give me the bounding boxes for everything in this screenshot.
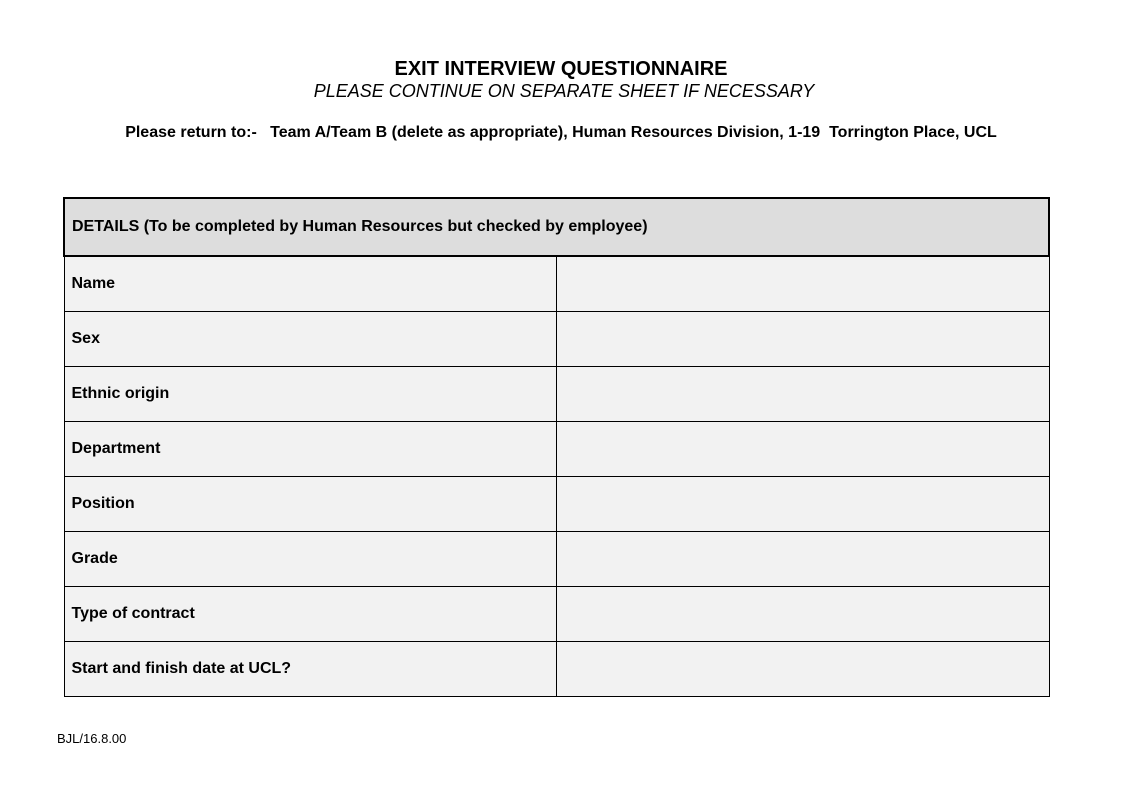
- table-row: [64, 421, 1049, 476]
- start-finish-date-field[interactable]: [557, 641, 1050, 696]
- details-header: DETAILS (To be completed by Human Resources but checked by employee): [64, 198, 1049, 256]
- department-label: Department: [64, 421, 557, 476]
- name-label: Name: [64, 256, 557, 311]
- table-row: [64, 586, 1049, 641]
- sex-label: Sex: [64, 311, 557, 366]
- table-row: [64, 311, 1049, 366]
- department-field[interactable]: [557, 421, 1050, 476]
- sex-field[interactable]: [557, 311, 1050, 366]
- document-reference: BJL/16.8.00: [57, 731, 127, 746]
- contract-type-label: Type of contract: [64, 586, 557, 641]
- document-title: EXIT INTERVIEW QUESTIONNAIRE: [394, 58, 728, 80]
- details-table: [63, 197, 1050, 697]
- contract-type-field[interactable]: [557, 586, 1050, 641]
- document-subtitle: PLEASE CONTINUE ON SEPARATE SHEET IF NECESSARY: [313, 81, 815, 101]
- position-field[interactable]: [557, 476, 1050, 531]
- table-row: [64, 366, 1049, 421]
- grade-label: Grade: [64, 531, 557, 586]
- ethnic-origin-label: Ethnic origin: [64, 366, 557, 421]
- table-row: [64, 531, 1049, 586]
- table-row: [64, 641, 1049, 696]
- grade-field[interactable]: [557, 531, 1050, 586]
- return-address: Please return to:- Team A/Team B (delete as appropriate), Human Resources Division, 1-19 Torrington Place, UCL: [125, 124, 997, 141]
- position-label: Position: [64, 476, 557, 531]
- name-field[interactable]: [557, 256, 1050, 311]
- start-finish-date-label: Start and finish date at UCL?: [64, 641, 557, 696]
- details-header-row: [64, 198, 1049, 256]
- table-row: [64, 476, 1049, 531]
- table-row: [64, 256, 1049, 311]
- ethnic-origin-field[interactable]: [557, 366, 1050, 421]
